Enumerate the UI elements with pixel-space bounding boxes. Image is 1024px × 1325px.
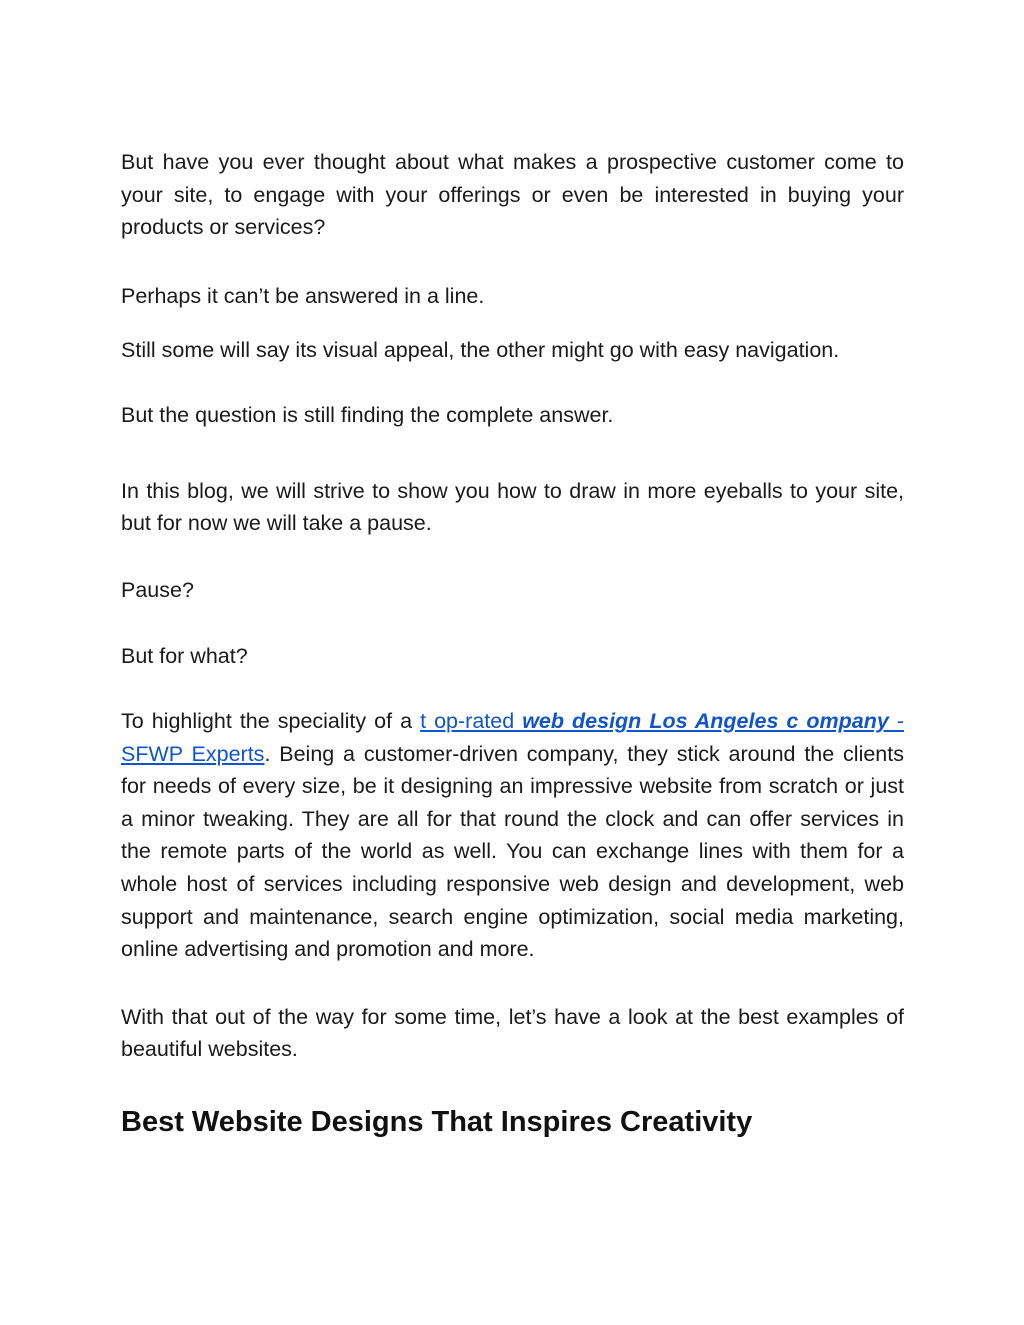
paragraph-visual-appeal: Still some will say its visual appeal, the other might go with easy navigation. (121, 338, 840, 363)
company-intro-text: To highlight the speciality of a (121, 708, 421, 733)
company-link-suffix[interactable]: - SFWP Experts (121, 708, 905, 766)
paragraph-transition: With that out of the way for some time, let’s have a look at the best examples of beautiful websites. (121, 1004, 904, 1062)
company-link-keyword[interactable]: web design Los Angeles c ompany (522, 708, 889, 733)
company-link-prefix[interactable]: t op-rated (420, 708, 523, 733)
section-heading: Best Website Designs That Inspires Creativity (121, 1105, 753, 1138)
paragraph-blog-intro: In this blog, we will strive to show you how to draw in more eyeballs to your site, but for now we will take a pause. (121, 478, 904, 536)
paragraph-company-highlight (121, 705, 904, 966)
paragraph-for-what: But for what? (121, 644, 248, 669)
paragraph-question: But the question is still finding the complete answer. (121, 402, 614, 427)
paragraph-customer-question: But have you ever thought about what makes a prospective customer come to your site, to engage with your offerings or even be interested in buying your products or services? (121, 150, 904, 240)
company-description-text: . Being a customer-driven company, they stick around the clients for needs of every size, be it designing an impressive website from scratch or just a minor tweaking. They are all for that round the clock and can offer services in the remote parts of the world as well. You can exchange lines with them for a whole host of services including responsive web design and development, web support and maintenance, search engine optimization, social media marketing, online advertising and promotion and more. (121, 741, 904, 962)
document-page (121, 146, 904, 1142)
paragraph-pause: Pause? (121, 577, 194, 602)
paragraph-answer-line: Perhaps it can’t be answered in a line. (121, 283, 485, 308)
